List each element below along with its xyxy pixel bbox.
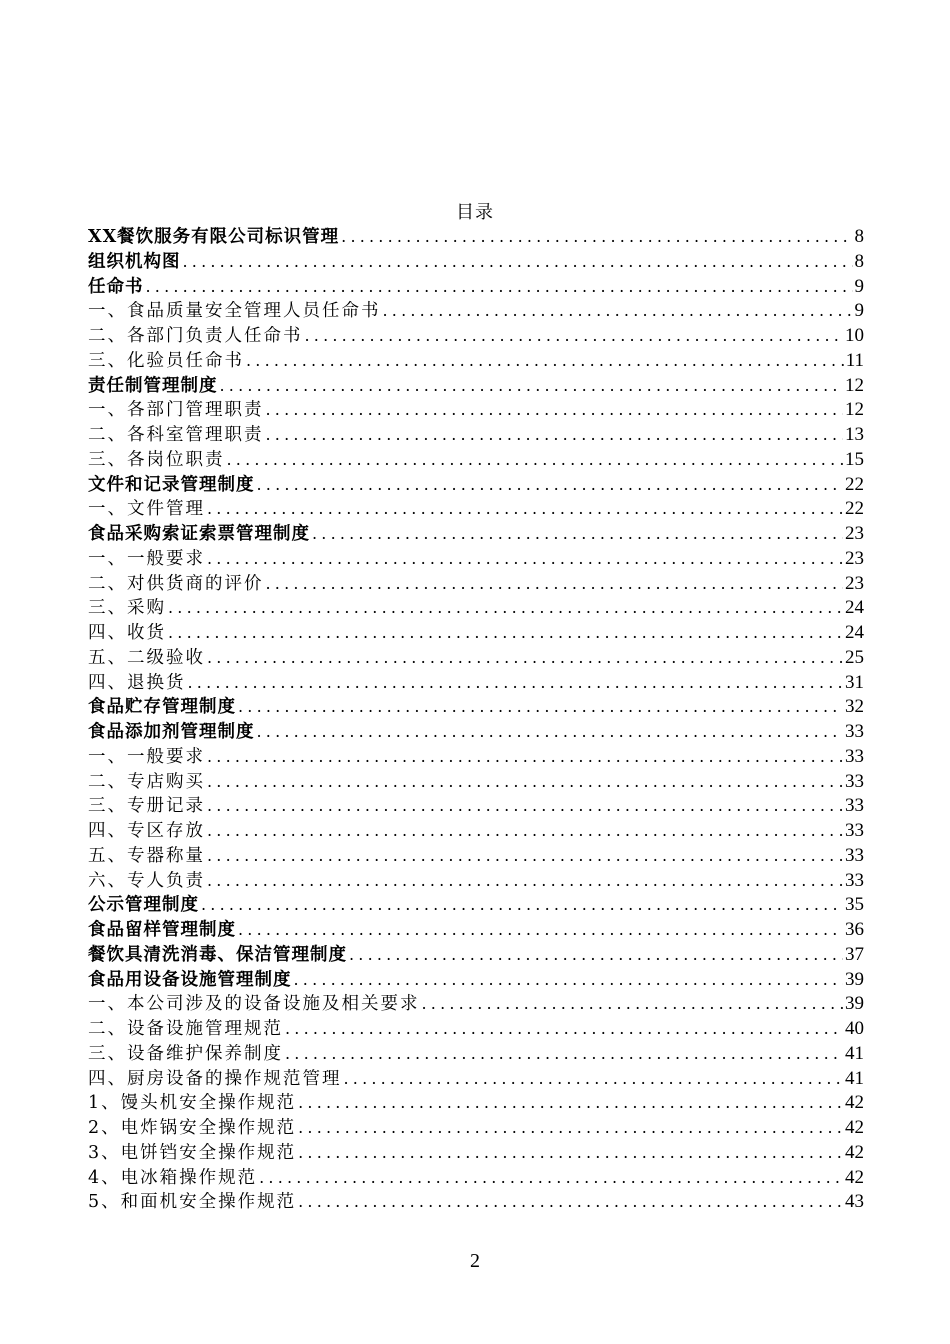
toc-entry-title: 公示管理制度 xyxy=(88,895,199,916)
toc-entry-page: 12 xyxy=(845,374,864,396)
toc-entry-title: 5、和面机安全操作规范 xyxy=(88,1192,297,1213)
toc-dot-leader xyxy=(298,1141,843,1166)
toc-entry-title: 食品贮存管理制度 xyxy=(88,697,236,718)
toc-entry-page: 31 xyxy=(845,671,864,693)
toc-dot-leader xyxy=(383,299,853,324)
toc-entry-page: 33 xyxy=(845,844,864,866)
toc-entry-title: 四、厨房设备的操作规范管理 xyxy=(88,1068,342,1089)
toc-entry-title: 组织机构图 xyxy=(88,251,181,272)
page-number: 2 xyxy=(470,1250,480,1272)
toc-dot-leader xyxy=(349,943,843,968)
toc-entry-page: 39 xyxy=(845,968,864,990)
toc-dot-leader xyxy=(207,794,843,819)
toc-entry-page: 41 xyxy=(845,1042,864,1064)
toc-entry[interactable] xyxy=(88,1190,864,1215)
toc-entry-page: 33 xyxy=(845,820,864,841)
toc-entry-title: 食品采购索证索票管理制度 xyxy=(88,524,310,544)
toc-entry-title: 4、电冰箱操作规范 xyxy=(88,1167,258,1188)
toc-entry[interactable] xyxy=(88,522,864,547)
toc-entry[interactable] xyxy=(88,374,864,399)
toc-entry-page: 12 xyxy=(845,399,864,421)
toc-entry[interactable] xyxy=(88,1091,864,1116)
toc-entry-page: 9 xyxy=(854,275,864,297)
toc-dot-leader xyxy=(207,745,843,770)
toc-entry-title: 1、馒头机安全操作规范 xyxy=(88,1093,297,1114)
toc-entry-title: 二、各科室管理职责 xyxy=(88,425,264,445)
toc-entry-title: 三、化验员任命书 xyxy=(88,350,244,371)
toc-entry[interactable] xyxy=(88,349,864,374)
toc-entry-page: 33 xyxy=(845,745,864,767)
toc-entry[interactable] xyxy=(88,1017,864,1042)
toc-entry-page: 42 xyxy=(845,1092,864,1114)
toc-entry-page: 23 xyxy=(845,547,864,569)
toc-entry[interactable] xyxy=(88,918,864,943)
toc-entry[interactable] xyxy=(88,324,864,349)
toc-entry-title: 食品留样管理制度 xyxy=(88,920,236,940)
toc-entry-title: 任命书 xyxy=(88,276,144,297)
toc-entry-page: 23 xyxy=(845,523,864,544)
toc-entry-page: 9 xyxy=(854,300,864,322)
toc-entry-page: 33 xyxy=(845,869,864,891)
toc-entry-page: 42 xyxy=(845,1166,864,1188)
toc-dot-leader xyxy=(168,621,843,646)
toc-dot-leader xyxy=(227,448,844,473)
toc-dot-leader xyxy=(298,1116,843,1141)
toc-entry-page: 24 xyxy=(845,597,864,619)
table-of-contents xyxy=(88,225,864,1215)
toc-entry-title: 五、专器称量 xyxy=(88,845,205,866)
toc-entry[interactable] xyxy=(88,1067,864,1092)
toc-entry-page: 15 xyxy=(845,448,864,470)
toc-entry-title: XX餐饮服务有限公司标识管理 xyxy=(88,227,340,247)
toc-entry-title: 三、设备维护保养制度 xyxy=(88,1043,283,1064)
toc-dot-leader xyxy=(285,1017,843,1042)
toc-entry-page: 24 xyxy=(845,622,864,643)
toc-entry[interactable] xyxy=(88,745,864,770)
toc-entry[interactable] xyxy=(88,572,864,597)
toc-dot-leader xyxy=(207,819,843,844)
toc-dot-leader xyxy=(298,1190,843,1215)
toc-entry-title: 四、退换货 xyxy=(88,672,186,693)
toc-entry-page: 37 xyxy=(845,943,864,965)
toc-entry-page: 42 xyxy=(845,1117,864,1138)
toc-entry-title: 二、专店购买 xyxy=(88,771,205,792)
toc-dot-leader xyxy=(207,770,843,795)
toc-entry-title: 3、电饼铛安全操作规范 xyxy=(88,1142,297,1163)
toc-dot-leader xyxy=(246,349,844,374)
toc-dot-leader xyxy=(207,844,843,869)
toc-entry-title: 三、专册记录 xyxy=(88,796,205,817)
toc-entry-title: 二、对供货商的评价 xyxy=(88,573,264,594)
toc-dot-leader xyxy=(298,1091,843,1116)
toc-entry[interactable] xyxy=(88,844,864,869)
toc-entry-page: 32 xyxy=(845,696,864,718)
toc-dot-leader xyxy=(207,869,843,894)
toc-entry-title: 三、采购 xyxy=(88,598,166,619)
toc-dot-leader xyxy=(183,250,853,275)
toc-entry-title: 六、专人负责 xyxy=(88,870,205,891)
toc-entry-page: 39 xyxy=(845,993,864,1015)
toc-dot-leader xyxy=(257,473,844,498)
toc-dot-leader xyxy=(422,992,844,1017)
toc-entry[interactable] xyxy=(88,621,864,646)
toc-entry-title: 食品用设备设施管理制度 xyxy=(88,969,292,990)
toc-title: 目录 xyxy=(456,202,494,223)
toc-entry[interactable] xyxy=(88,1166,864,1191)
toc-dot-leader xyxy=(188,671,844,696)
toc-dot-leader xyxy=(168,596,843,621)
toc-entry[interactable] xyxy=(88,1141,864,1166)
toc-entry[interactable] xyxy=(88,596,864,621)
toc-entry[interactable] xyxy=(88,448,864,473)
toc-entry-page: 25 xyxy=(845,646,864,668)
toc-dot-leader xyxy=(238,918,843,943)
toc-entry-title: 二、设备设施管理规范 xyxy=(88,1019,283,1039)
toc-entry-title: 二、各部门负责人任命书 xyxy=(88,326,303,346)
toc-entry-title: 一、文件管理 xyxy=(88,499,205,520)
toc-dot-leader xyxy=(257,720,844,745)
toc-entry-page: 8 xyxy=(854,250,864,272)
toc-dot-leader xyxy=(207,497,843,522)
toc-entry-title: 四、收货 xyxy=(88,623,166,643)
toc-entry-page: 41 xyxy=(845,1067,864,1089)
toc-entry[interactable] xyxy=(88,1116,864,1141)
toc-entry-page: 33 xyxy=(845,721,864,742)
toc-entry-page: 33 xyxy=(845,795,864,817)
toc-entry-page: 35 xyxy=(845,894,864,916)
toc-entry-page: 13 xyxy=(845,424,864,445)
toc-dot-leader xyxy=(238,695,843,720)
toc-entry[interactable] xyxy=(88,893,864,918)
toc-dot-leader xyxy=(266,398,844,423)
toc-entry-title: 食品添加剂管理制度 xyxy=(88,722,255,742)
toc-dot-leader xyxy=(312,522,843,547)
toc-dot-leader xyxy=(285,1042,843,1067)
toc-entry-page: 33 xyxy=(845,770,864,792)
toc-entry[interactable] xyxy=(88,943,864,968)
toc-dot-leader xyxy=(201,893,843,918)
toc-entry[interactable] xyxy=(88,720,864,745)
toc-dot-leader xyxy=(344,1067,844,1092)
toc-entry-page: 23 xyxy=(845,572,864,594)
toc-dot-leader xyxy=(266,572,844,597)
toc-entry-title: 一、一般要求 xyxy=(88,548,205,569)
toc-entry-page: 42 xyxy=(845,1141,864,1163)
toc-entry-title: 餐饮具清洗消毒、保洁管理制度 xyxy=(88,944,347,965)
toc-entry-title: 一、各部门管理职责 xyxy=(88,400,264,421)
toc-entry-title: 一、一般要求 xyxy=(88,746,205,767)
toc-entry[interactable] xyxy=(88,547,864,572)
toc-entry[interactable] xyxy=(88,398,864,423)
toc-entry[interactable] xyxy=(88,671,864,696)
toc-entry[interactable] xyxy=(88,968,864,993)
toc-entry[interactable] xyxy=(88,1042,864,1067)
toc-entry[interactable] xyxy=(88,497,864,522)
toc-dot-leader xyxy=(266,423,844,448)
toc-entry[interactable] xyxy=(88,473,864,498)
toc-entry-page: 36 xyxy=(845,919,864,940)
toc-entry-page: 43 xyxy=(845,1191,864,1213)
toc-entry[interactable] xyxy=(88,225,864,250)
toc-entry[interactable] xyxy=(88,250,864,275)
toc-dot-leader xyxy=(207,547,843,572)
toc-entry-page: 22 xyxy=(845,473,864,495)
toc-entry-title: 一、本公司涉及的设备设施及相关要求 xyxy=(88,994,420,1015)
toc-dot-leader xyxy=(294,968,844,993)
toc-entry[interactable] xyxy=(88,869,864,894)
toc-entry-title: 一、食品质量安全管理人员任命书 xyxy=(88,301,381,322)
toc-entry-title: 2、电炸锅安全操作规范 xyxy=(88,1118,297,1138)
toc-entry-title: 文件和记录管理制度 xyxy=(88,474,255,495)
toc-entry[interactable] xyxy=(88,275,864,300)
toc-entry-page: 11 xyxy=(845,349,864,371)
toc-entry[interactable] xyxy=(88,794,864,819)
toc-entry-title: 三、各岗位职责 xyxy=(88,449,225,470)
toc-entry-page: 8 xyxy=(854,226,864,247)
toc-entry-page: 10 xyxy=(845,325,864,346)
toc-entry-title: 四、专区存放 xyxy=(88,821,205,841)
toc-entry[interactable] xyxy=(88,423,864,448)
toc-entry[interactable] xyxy=(88,819,864,844)
toc-entry-page: 40 xyxy=(845,1018,864,1039)
toc-dot-leader xyxy=(341,225,852,250)
toc-entry-page: 22 xyxy=(845,498,864,520)
toc-entry-title: 五、二级验收 xyxy=(88,647,205,668)
toc-dot-leader xyxy=(220,374,844,399)
toc-dot-leader xyxy=(207,646,843,671)
toc-entry[interactable] xyxy=(88,695,864,720)
toc-entry[interactable] xyxy=(88,646,864,671)
toc-dot-leader xyxy=(259,1166,843,1191)
toc-dot-leader xyxy=(305,324,844,349)
toc-entry[interactable] xyxy=(88,992,864,1017)
toc-entry[interactable] xyxy=(88,299,864,324)
toc-entry-title: 责任制管理制度 xyxy=(88,375,218,396)
toc-entry[interactable] xyxy=(88,770,864,795)
toc-dot-leader xyxy=(146,275,853,300)
